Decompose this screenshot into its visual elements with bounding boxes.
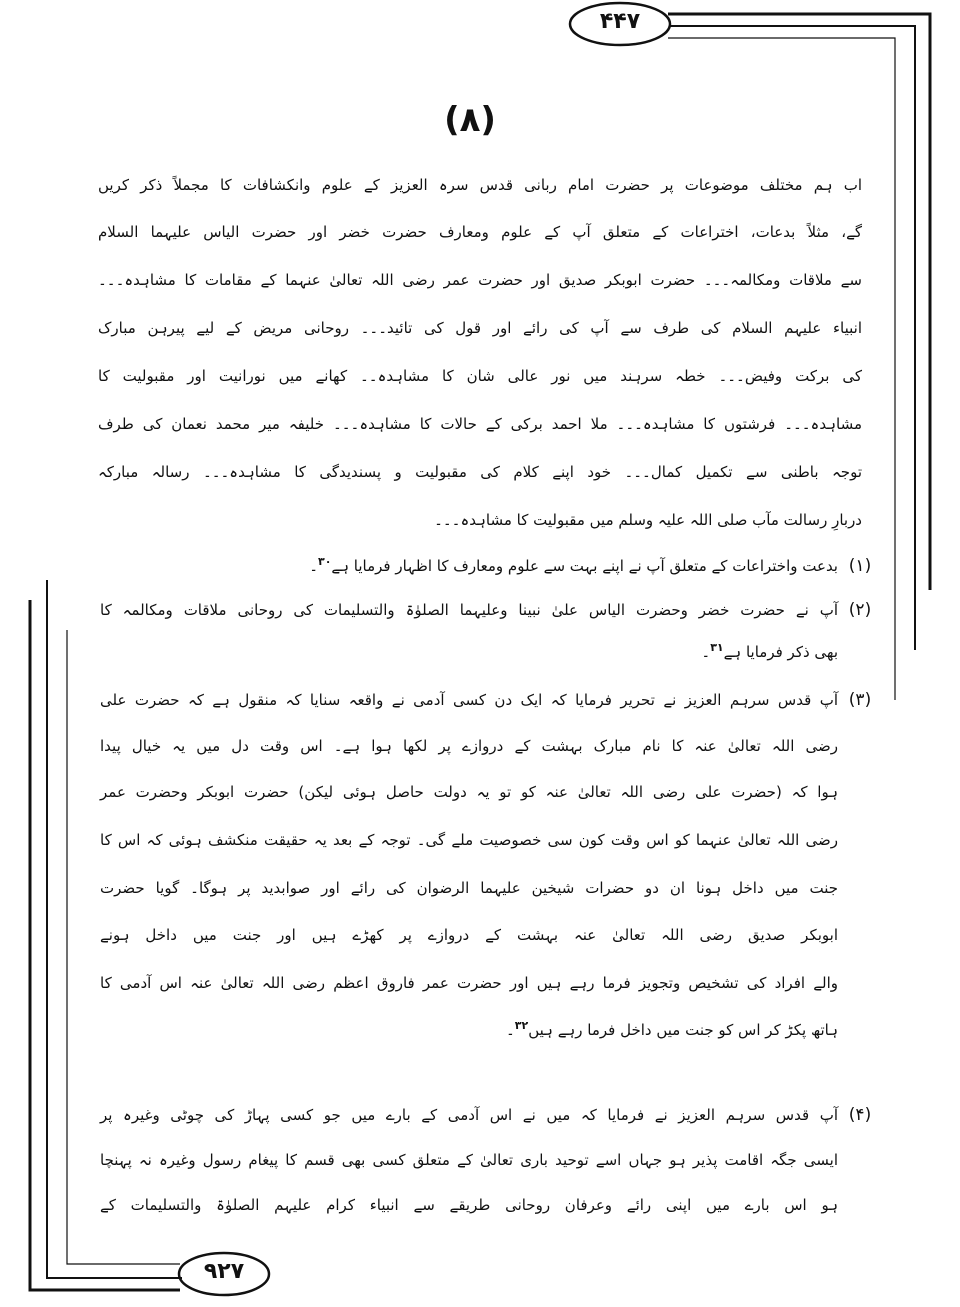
intro-line: دربارِ رسالت مآب صلی اللہ علیہ وسلم میں مقبولیت کا مشاہدہ۔۔۔	[434, 511, 862, 529]
item-line	[100, 1185, 838, 1225]
item-number: (۳)	[848, 690, 872, 710]
intro-line: مشاہدہ۔۔۔ فرشتوں کا مشاہدہ۔۔۔ ملا احمد برکی کے حالات کا مشاہدہ۔۔۔ خلیفہ میر محمد نعمان کی طرف	[98, 415, 862, 433]
item-line	[100, 680, 838, 720]
item-line-text: رضی اللہ تعالیٰ عنہ کا نام مبارک بہشت کے دروازے پر لکھا ہوا ہے۔ اس وقت دل میں یہ خیال پیدا	[100, 737, 838, 755]
item-line-text: آپ نے حضرت خضر وحضرت الیاس علیٰ نبینا وعلیہما الصلوٰۃ والتسلیمات کی روحانی ملاقات ومکالمہ کا	[100, 601, 838, 619]
footnote-reference[interactable]: ۳۰	[317, 555, 332, 568]
item-line	[100, 820, 838, 860]
item-line	[100, 590, 838, 630]
intro-line: توجہ باطنی سے تکمیل کمال۔۔۔ خود اپنے کلام کی مقبولیت و پسندیدگی کا مشاہدہ۔۔۔ رسالہ مبارکہ	[98, 463, 862, 481]
item-line	[100, 1095, 838, 1135]
item-line	[100, 772, 838, 812]
item-line-text: بھی ذکر فرمایا ہے	[723, 643, 838, 661]
footnote-reference[interactable]: ۳۱	[710, 641, 724, 654]
item-line	[100, 1140, 838, 1180]
item-number: (۴)	[848, 1105, 872, 1125]
full-stop: ۔	[701, 643, 711, 661]
item-line-text: رضی اللہ تعالیٰ عنہما کو اس وقت کون سی خصوصیت ملے گی۔ توجہ کے بعد یہ حقیقت منکشف ہوئی کہ اس کا	[100, 831, 838, 849]
intro-line: گے، مثلاً بدعات، اختراعات کے متعلق آپ کے علوم ومعارف حضرت خضر اور حضرت الیاس علیہما السلام	[98, 223, 862, 241]
item-line-text: ابوبکر صدیق رضی اللہ تعالیٰ عنہ بہشت کے دروازے پر کھڑے ہیں اور جنت میں داخل ہونے	[100, 926, 838, 944]
item-line-text: آپ قدس سرہم العزیز نے تحریر فرمایا کہ ایک دن کسی آدمی نے واقعہ سنایا کہ منقول ہے کہ حضرت علی	[100, 691, 838, 709]
item-line-text: آپ قدس سرہم العزیز نے فرمایا کہ میں نے اس آدمی کے بارے میں جو کسی پہاڑ کی چوٹی وغیرہ پر	[100, 1106, 838, 1124]
page-number-top: ۴۴۷	[599, 9, 641, 34]
intro-line: اب ہم مختلف موضوعات پر حضرت امام ربانی قدس سرہ العزیز کے علوم وانکشافات کا مجملاً ذکر کریں	[98, 176, 862, 194]
page-number-bottom: ۹۲۷	[203, 1259, 245, 1284]
item-number: (۲)	[848, 600, 872, 620]
item-line	[100, 726, 838, 766]
full-stop: ۔	[505, 1021, 515, 1039]
item-line-text: بدعت واختراعات کے متعلق آپ نے اپنے بہت سے علوم ومعارف کا اظہار فرمایا ہے	[331, 557, 838, 575]
section-heading: (۸)	[444, 100, 496, 140]
full-stop: ۔	[309, 557, 318, 575]
item-line	[100, 963, 838, 1003]
footnote-reference[interactable]: ۳۲	[514, 1019, 529, 1032]
intro-line: سے ملاقات ومکالمہ۔۔۔ حضرت ابوبکر صدیق اور حضرت عمر رضی اللہ تعالیٰ عنہما کے مقامات کا مشاہدہ۔۔۔	[98, 271, 862, 289]
item-line-text: ایسی جگہ اقامت پذیر ہو جہاں اسے توحید باری تعالیٰ کے متعلق کسی بھی قسم کا پیغام رسول وغیرہ نہ پہنچا	[100, 1151, 838, 1169]
item-line-text: ہو اس بارے میں اپنی رائے وعرفان روحانی طریقے سے انبیاء کرام علیہم الصلوٰۃ والتسلیمات کے	[100, 1196, 838, 1214]
item-line-text: ہوا کہ (حضرت علی رضی اللہ تعالیٰ عنہ کو تو یہ دولت حاصل ہوئی لیکن) حضرت ابوبکر وحضرت عمر	[100, 783, 838, 801]
item-line-text: جنت میں داخل ہونا ان دو حضرات شیخین علیہما الرضوان کی رائے اور صوابدید پر ہوگا۔ گویا حضرت	[100, 879, 838, 897]
item-line	[100, 1010, 838, 1050]
item-line-text: والے افراد کی تشخیص وتجویز فرما رہے ہیں اور حضرت عمر فاروق اعظم رضی اللہ تعالیٰ عنہ اس آدمی کا	[100, 974, 838, 992]
item-line	[100, 915, 838, 955]
intro-line: کی برکت وفیض۔۔۔ خطہ سرہند میں نور عالی شان کا مشاہدہ۔۔ کھانے میں نورانیت اور مقبولیت کا	[98, 367, 862, 385]
item-number: (۱)	[848, 556, 872, 576]
item-line	[100, 546, 838, 586]
item-line-text: ہاتھ پکڑ کر اس کو جنت میں داخل فرما رہے ہیں	[528, 1021, 838, 1039]
intro-line: انبیاء علیہم السلام کی طرف سے آپ کی رائے اور قول کی تائید۔۔۔ روحانی مریض کے لیے پیرہن مبارک	[98, 319, 862, 337]
item-line	[100, 868, 838, 908]
item-line	[100, 632, 838, 672]
